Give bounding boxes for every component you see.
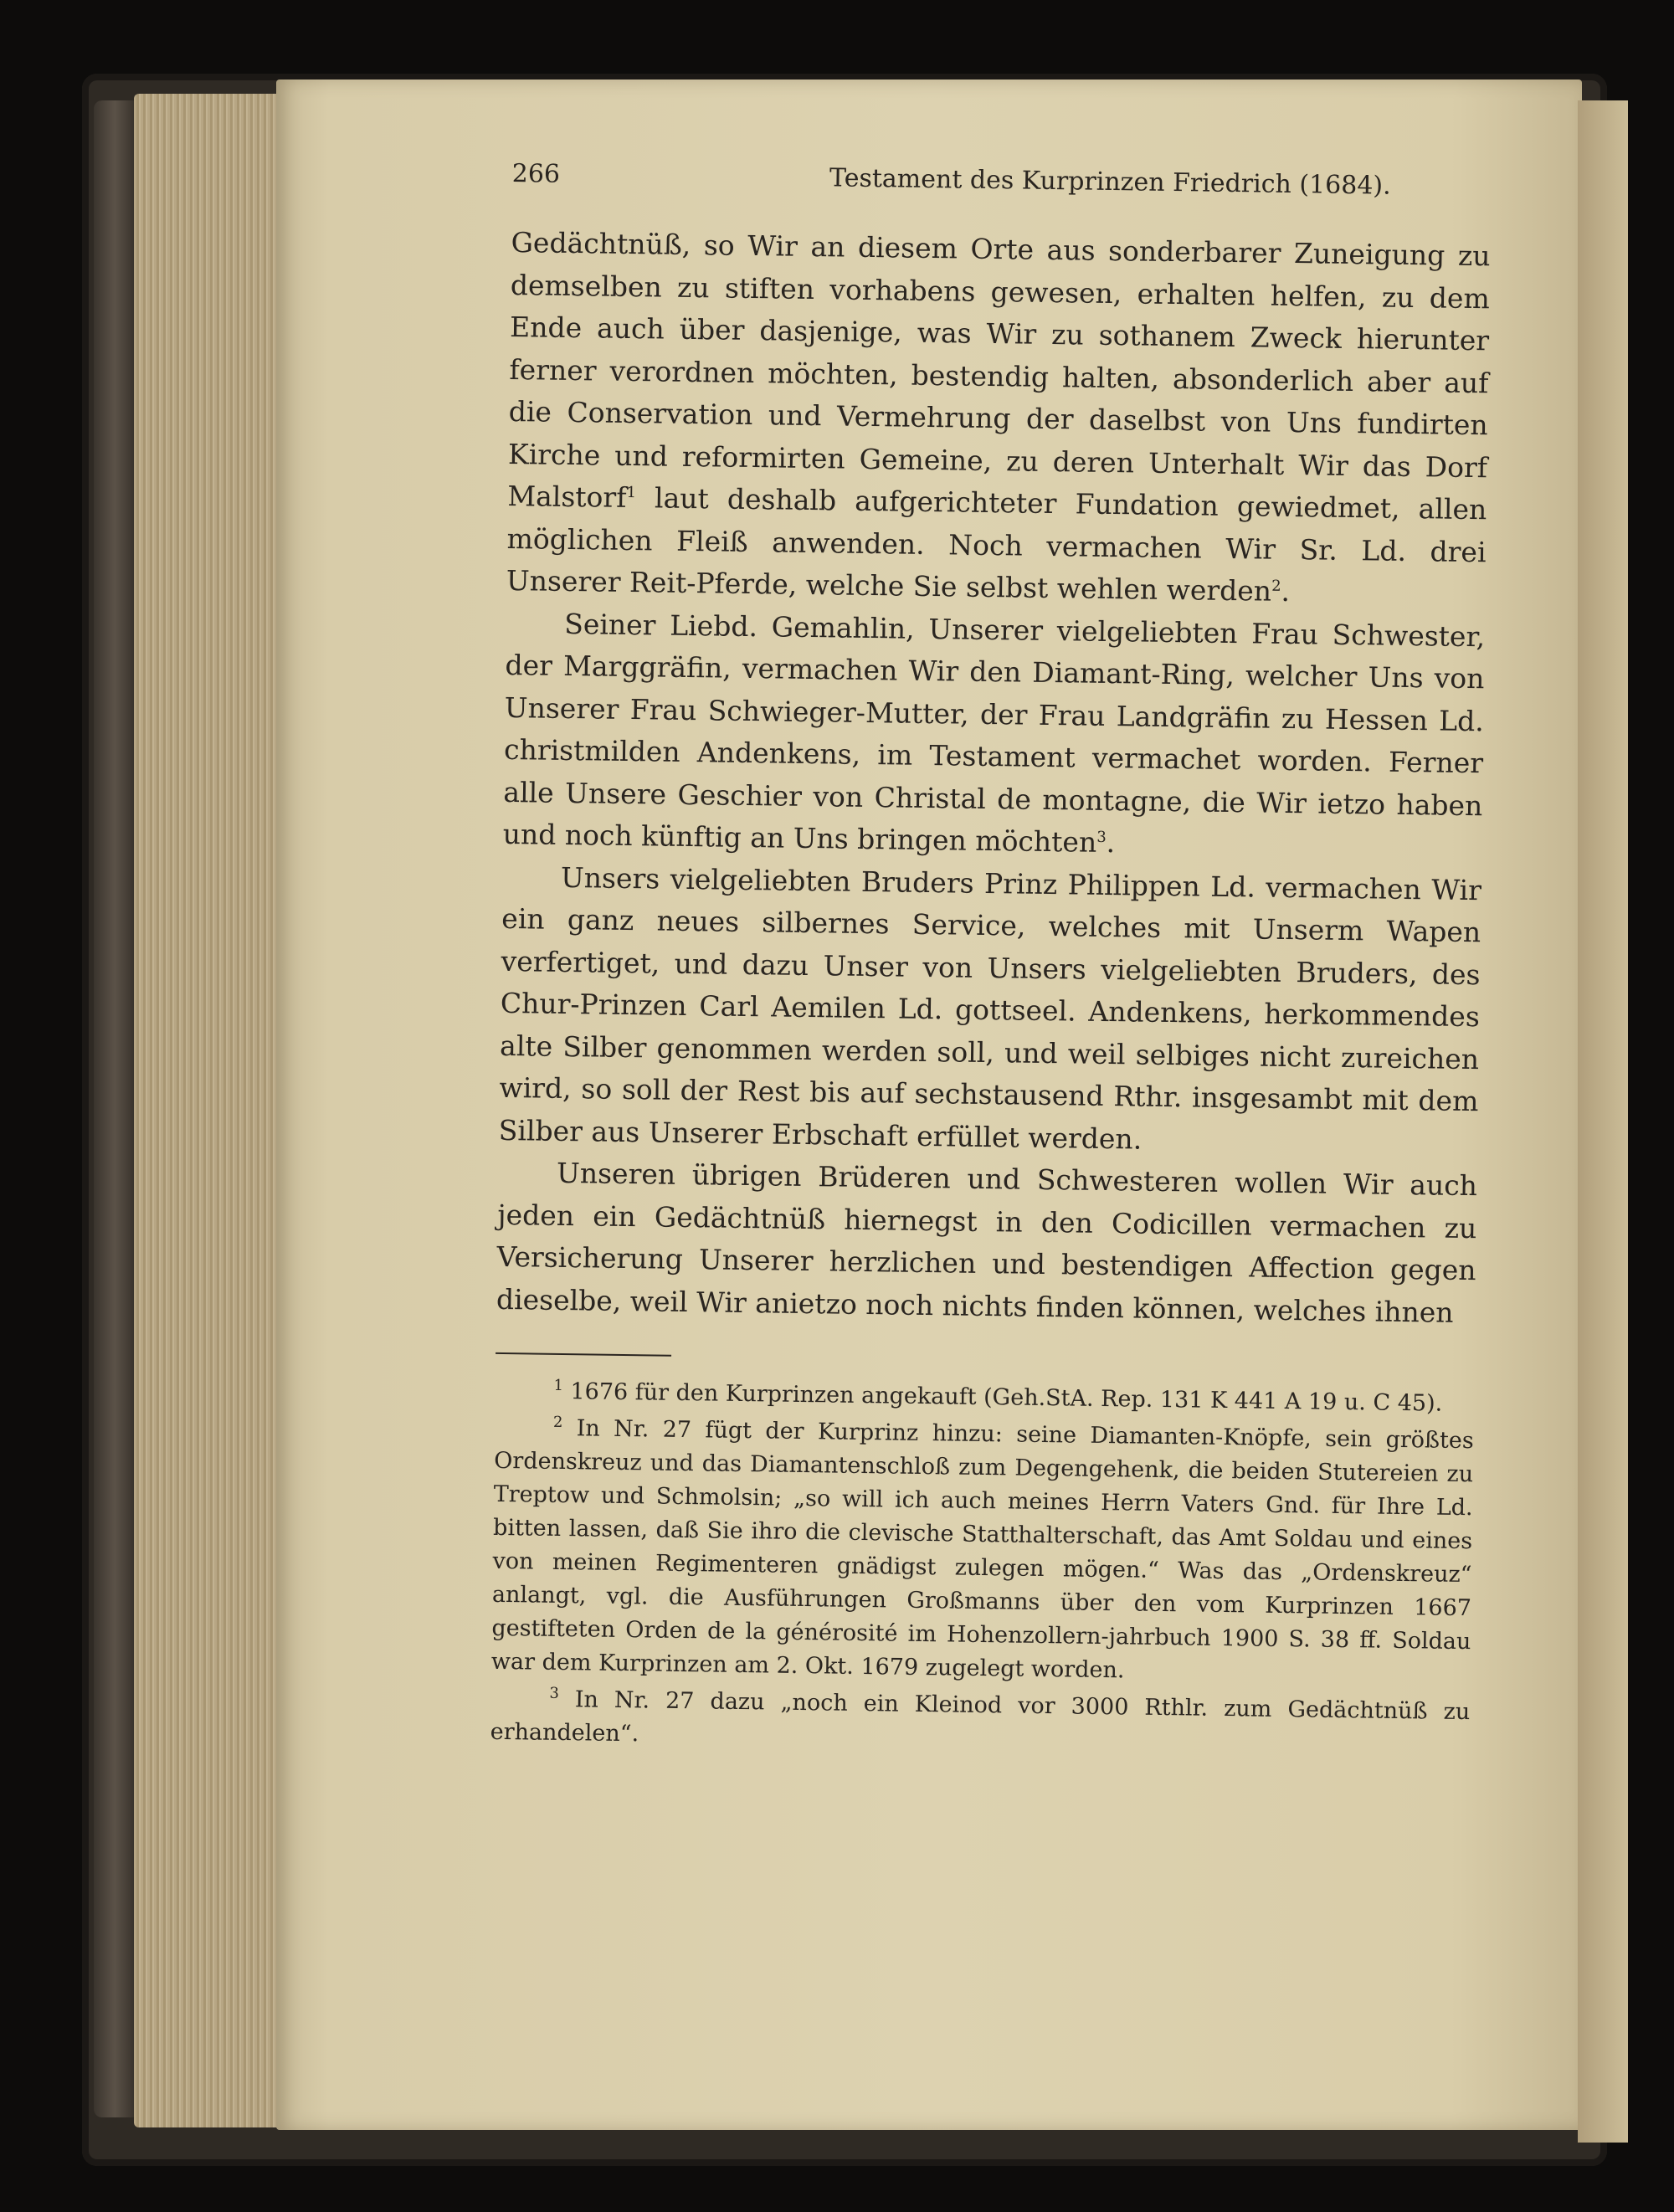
paragraph-2 (502, 602, 1485, 869)
footnote-mark: 2 (552, 1413, 563, 1431)
paragraph-4: Unseren übrigen Brüderen und Schwesteren wollen Wir auch jeden ein Gedächtnüß hiernegst in den Codicillen vermachen zu Versicherung Unserer herzlichen und bestendigen Affection gegen dieselbe, weil Wir anietzo noch nichts finden können, welches ihnen (496, 1156, 1478, 1329)
footnote-mark: 3 (549, 1684, 560, 1702)
footnote-ref: 2 (1271, 577, 1281, 595)
footnote-text: In Nr. 27 fügt der Kurprinz hinzu: seine Diamanten-Knöpfe, sein größtes Ordenskreuz und das Diamantenschloß zum Degengehenk, die beiden Stutereien zu Treptow und Schmolsin; „so will ich auch meines Herrn Vaters Gnd. für Ihre Ld. bitten lassen, daß Sie ihro die clevische Statthalterschaft, das Amt Soldau und eines von meinen Regimenteren gnädigst zulegen mögen.“ Was das „Ordenskreuz“ anlangt, vgl. die Ausführungen Großmanns über den vom Kurprinzen 1667 gestifteten Orden de la générosité im Hohenzollern-jahrbuch 1900 S. 38 ff. Soldau war dem Kurprinzen am 2. Okt. 1679 zugelegt worden. (490, 1415, 1474, 1684)
page-content (490, 159, 1491, 1766)
paragraph-text: Seiner Liebd. Gemahlin, Unserer vielgeliebten Frau Schwester, der Marggräfin, vermachen Wir den Diamant-Ring, welcher Uns von Unserer Frau Schwieger-Mutter, der Frau Landgräfin zu Hessen Ld. christmilden Andenkens, im Testament vermachet worden. Ferner alle Unsere Geschier von Christal de montagne, die Wir ietzo haben und noch künftig an Uns bringen möchten (502, 607, 1486, 859)
paragraph-text: Gedächtnüß, so Wir an diesem Orte aus sonderbarer Zuneigung zu demselben zu stiften vorhabens gewesen, erhalten helfen, zu dem Ende auch über dasjenige, was Wir zu sothanem Zweck hierunter ferner verordnen möchten, bestendig halten, absonderlich aber auf die Conservation und Vermehrung der daselbst von Uns fundirten Kirche und reformirten Gemeine, zu deren Unterhalt Wir das Dorf Malstorf (507, 225, 1491, 514)
paragraph-3: Unsers vielgeliebten Bruders Prinz Philippen Ld. vermachen Wir ein ganz neues silbernes Service, welches mit Unserm Wapen verfertiget, und dazu Unser von Unsers vielgeliebten Bruders, des Chur-Prinzen Carl Aemilen Ld. gottseel. Andenkens, herkommendes alte Silber genommen werden soll, und weil selbiges nicht zureichen wird, so soll der Rest bis auf sechstausend Rthr. insgesambt mit dem Silber aus Unserer Erbschaft erfüllet werden. (498, 860, 1482, 1156)
footnote-3 (490, 1682, 1470, 1763)
footnote-ref: 3 (1096, 828, 1107, 846)
page-number: 266 (511, 159, 561, 189)
footnote-ref: 1 (626, 483, 637, 502)
running-title: Testament des Kurprinzen Friedrich (1684). (829, 163, 1391, 201)
footnote-divider (496, 1352, 671, 1357)
footnote-mark: 1 (553, 1376, 564, 1394)
footnote-text: 1676 für den Kurprinzen angekauft (Geh.StA. Rep. 131 K 441 A 19 u. C 45). (570, 1378, 1443, 1417)
footnote-text: In Nr. 27 dazu „noch ein Kleinod vor 3000 Rthlr. zum Gedächtnüß zu erhandelen“. (490, 1686, 1471, 1748)
paragraph-text: . (1281, 574, 1291, 608)
page-edges (134, 94, 285, 2127)
paragraph-1 (506, 222, 1491, 616)
facing-page-edge (1578, 100, 1628, 2143)
paragraph-text: laut deshalb aufgerichteter Fundation gewiedmet, allen möglichen Fleiß anwenden. Noch vermachen Wir Sr. Ld. drei Unserer Reit-Pferde, welche Sie selbst wehlen werden (506, 481, 1487, 608)
footnote-2 (491, 1411, 1474, 1692)
paragraph-text: . (1106, 825, 1116, 860)
